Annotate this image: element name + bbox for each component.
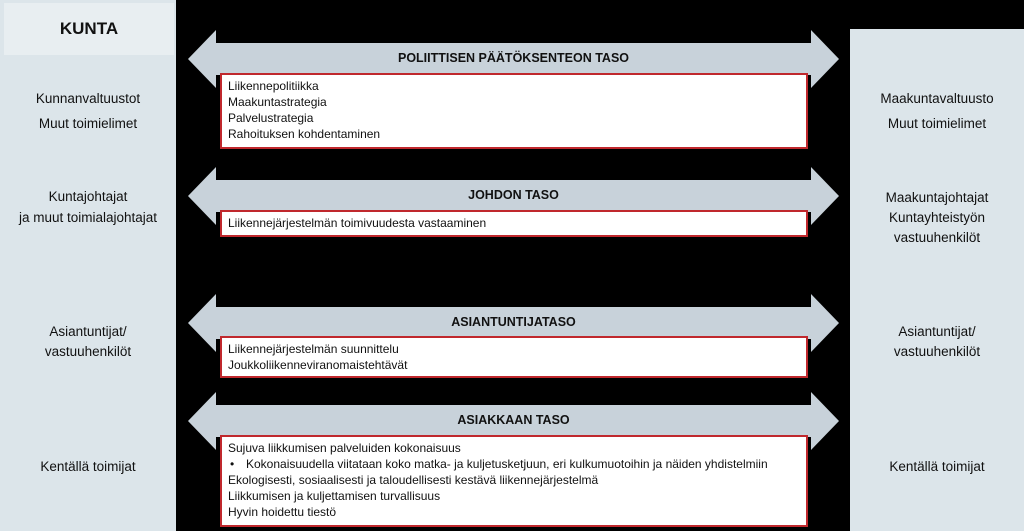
level-item: Joukkoliikenneviranomaistehtävät	[228, 358, 408, 372]
level-item: Sujuva liikkumisen palveluiden kokonaisuus	[228, 441, 461, 455]
left-label-line: Asiantuntijat/	[49, 324, 127, 339]
bullet-icon: •	[230, 457, 235, 471]
level-box-political	[220, 73, 808, 149]
left-label-line: Kuntajohtajat	[48, 189, 128, 204]
right-label-expert	[850, 322, 1024, 362]
right-label-line: Muut toimielimet	[887, 116, 987, 131]
level-item: Liikennepolitiikka	[228, 79, 319, 93]
level-item: Hyvin hoidettu tiestö	[228, 505, 337, 519]
left-label-line: Kentällä toimijat	[40, 459, 136, 474]
level-item: Rahoituksen kohdentaminen	[228, 127, 381, 141]
level-title: ASIAKKAAN TASO	[457, 413, 570, 427]
right-label-line: Maakuntajohtajat	[885, 190, 989, 205]
level-item: Palvelustrategia	[228, 111, 314, 125]
level-box-management	[220, 210, 808, 237]
level-title: POLIITTISEN PÄÄTÖKSENTEON TASO	[397, 51, 630, 65]
left-label-line: Kunnanvaltuustot	[35, 91, 141, 106]
left-label-line: vastuuhenkilöt	[44, 344, 132, 359]
level-item: Liikennejärjestelmän toimivuudesta vastaaminen	[228, 216, 487, 230]
left-column-panel	[0, 0, 176, 531]
level-item: Liikkumisen ja kuljettamisen turvallisuus	[228, 489, 441, 503]
level-item-bullet	[228, 456, 800, 472]
level-item: Liikennejärjestelmän suunnittelu	[228, 342, 399, 356]
left-column-header: KUNTA	[4, 3, 174, 55]
level-title: ASIANTUNTIJATASO	[451, 315, 576, 329]
level-title: JOHDON TASO	[468, 188, 559, 202]
left-label-expert	[0, 322, 176, 362]
level-item: Maakuntastrategia	[228, 95, 327, 109]
right-label-line: vastuuhenkilöt	[893, 230, 981, 245]
right-label-political	[850, 86, 1024, 136]
right-label-management	[850, 188, 1024, 248]
level-box-expert	[220, 336, 808, 378]
left-label-management	[0, 186, 176, 228]
level-item: Ekologisesti, sosiaalisesti ja taloudellisesti kestävä liikennejärjestelmä	[228, 473, 599, 487]
level-item-text: Kokonaisuudella viitataan koko matka- ja kuljetusketjuun, eri kulkumuotoihin ja näiden yhdistelmiin	[246, 457, 768, 471]
left-label-political	[0, 86, 176, 136]
right-label-line: Kentällä toimijat	[889, 459, 985, 474]
right-label-customer	[850, 454, 1024, 479]
right-label-line: Kuntayhteistyön	[888, 210, 986, 225]
right-label-line: Asiantuntijat/	[898, 324, 976, 339]
right-label-line: vastuuhenkilöt	[893, 344, 981, 359]
right-label-line: Maakuntavaltuusto	[880, 91, 994, 106]
left-label-customer	[0, 454, 176, 479]
left-label-line: ja muut toimialajohtajat	[18, 210, 158, 225]
level-box-customer	[220, 435, 808, 527]
left-label-line: Muut toimielimet	[38, 116, 138, 131]
